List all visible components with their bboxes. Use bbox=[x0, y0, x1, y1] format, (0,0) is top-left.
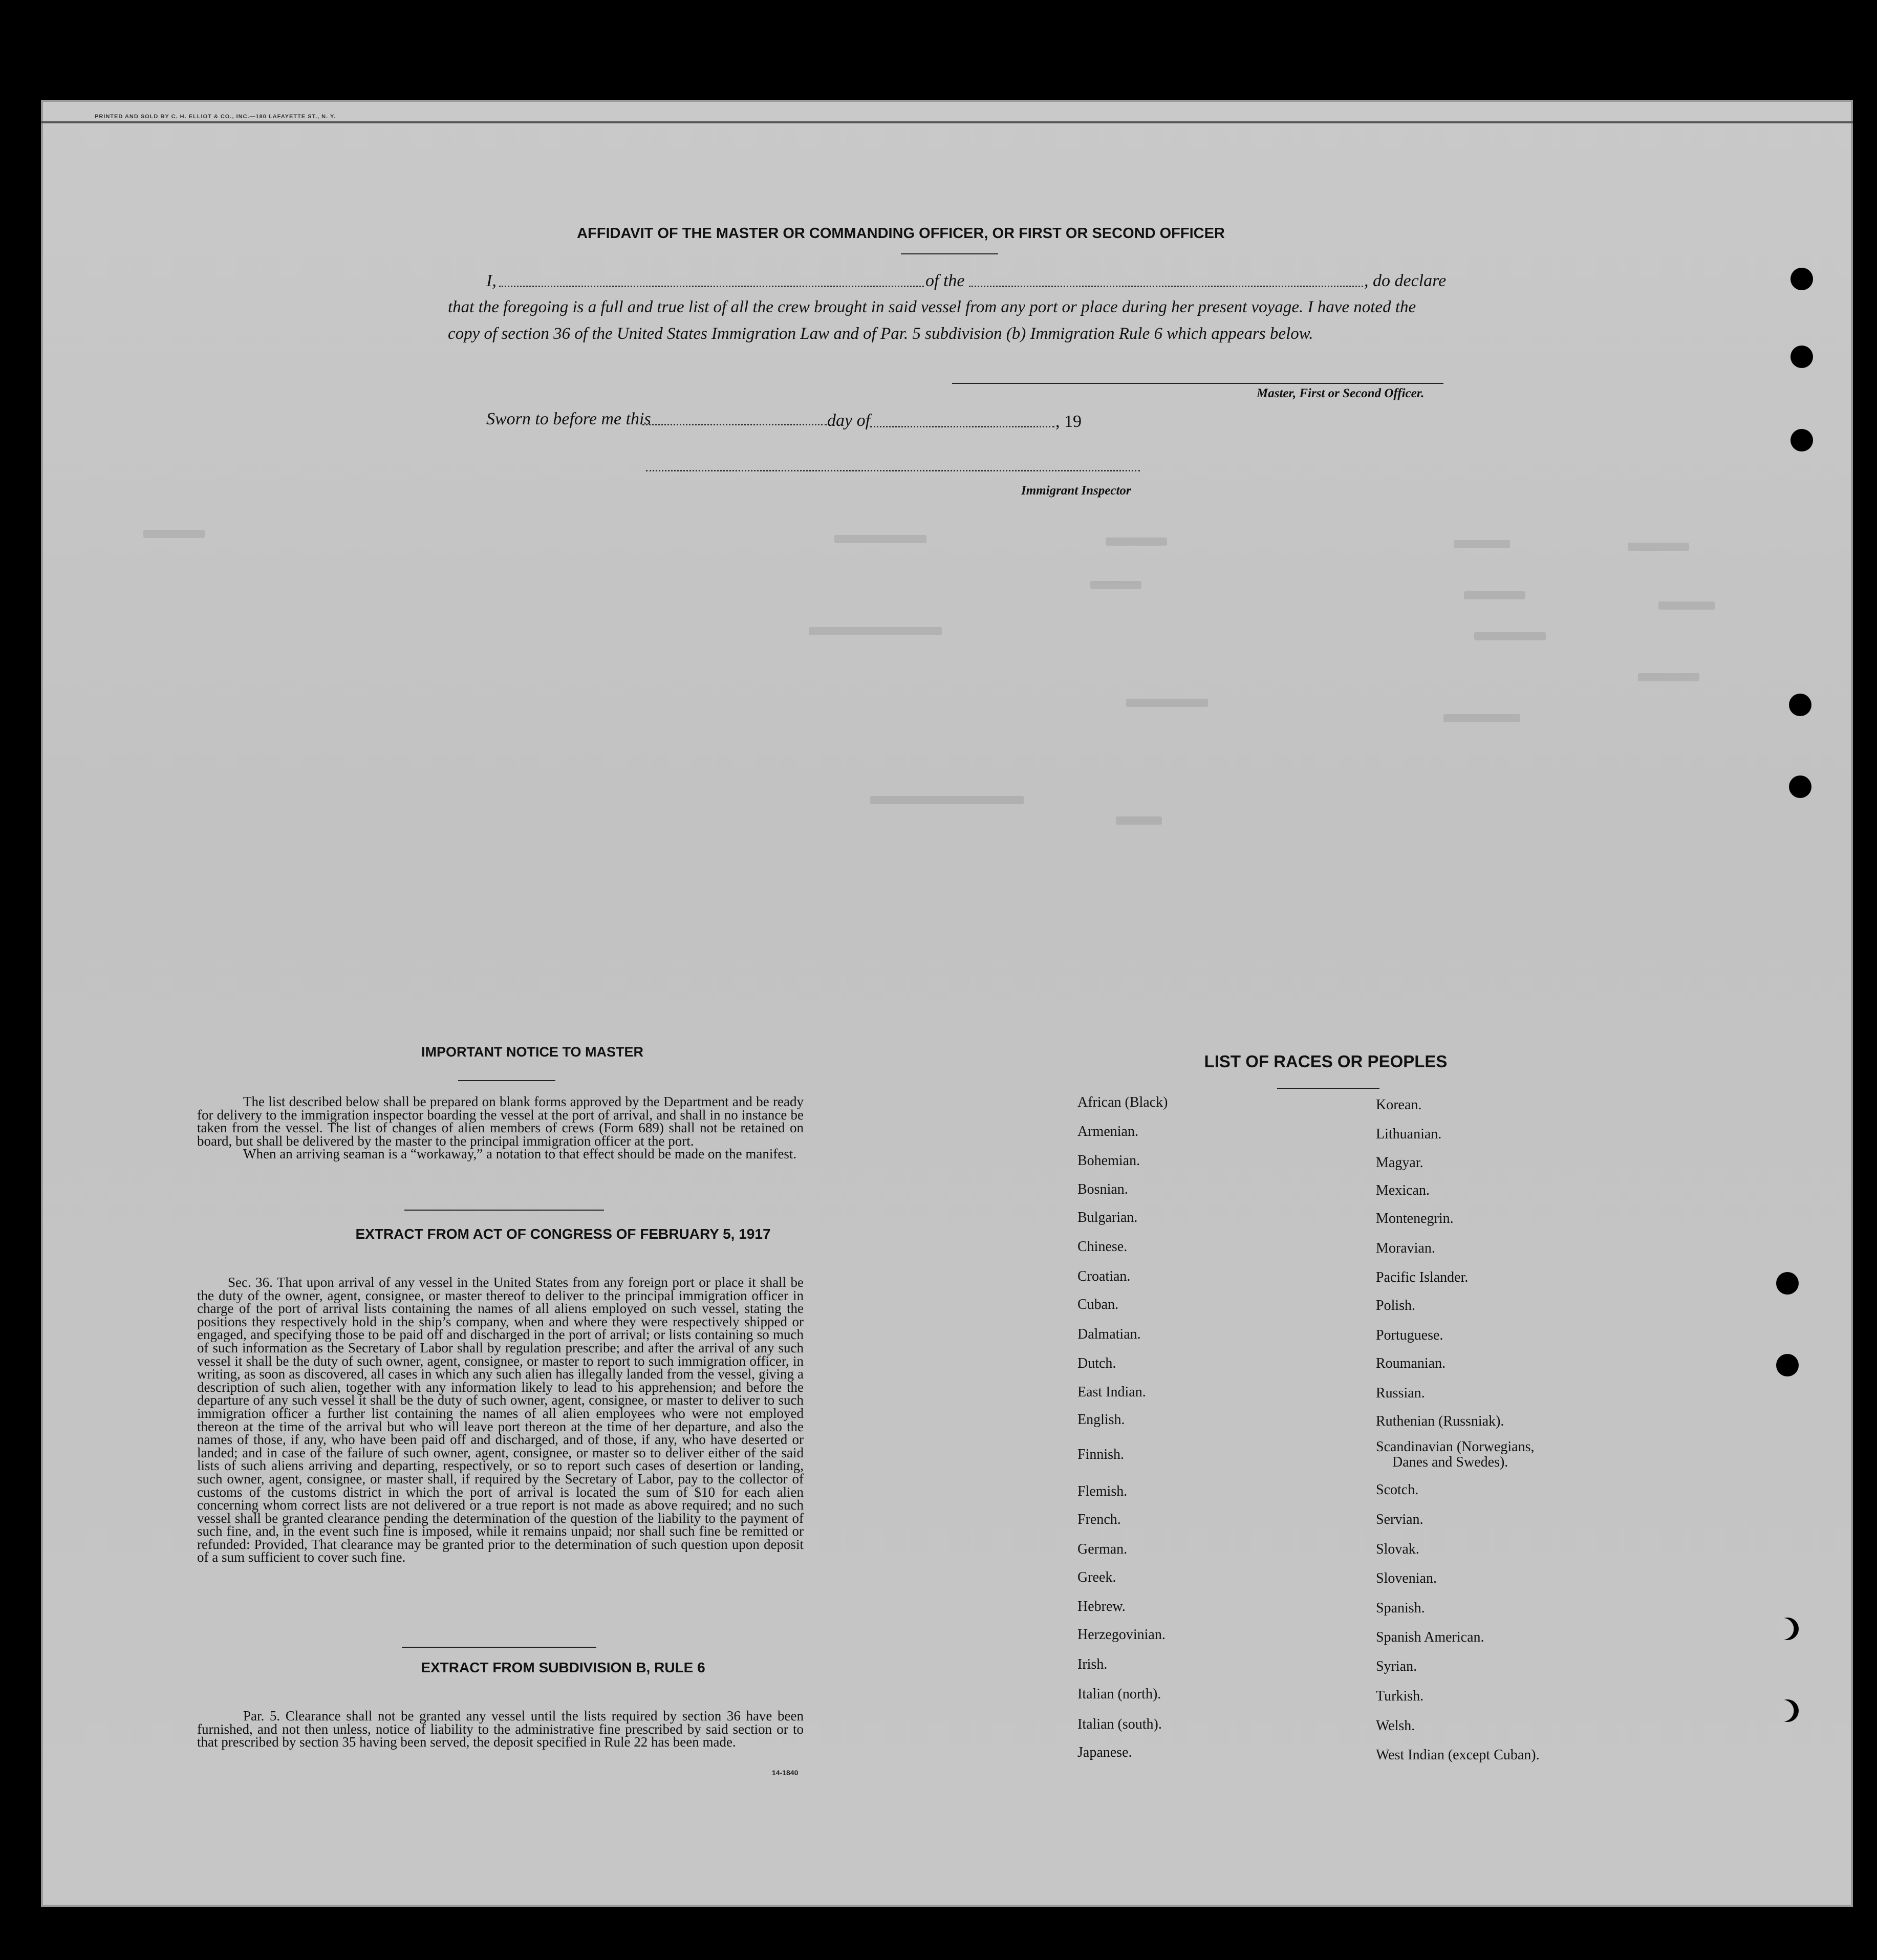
race-item: Spanish American. bbox=[1376, 1629, 1484, 1645]
affidavit-i-label: I, bbox=[486, 271, 497, 290]
name-blank[interactable] bbox=[499, 286, 924, 287]
signature-label: Master, First or Second Officer. bbox=[1257, 386, 1425, 400]
race-item: Dutch. bbox=[1077, 1355, 1116, 1371]
sworn-month-blank[interactable] bbox=[870, 426, 1054, 427]
race-item: French. bbox=[1077, 1512, 1121, 1527]
notice-text bbox=[197, 1095, 804, 1161]
manifest-sheet bbox=[41, 100, 1853, 1907]
race-item: Korean. bbox=[1376, 1097, 1422, 1113]
binder-hole bbox=[1776, 1618, 1799, 1640]
race-item: Moravian. bbox=[1376, 1240, 1435, 1256]
rule-6-text: Par. 5. Clearance shall not be granted any vessel until the lists required by section 36 have been furnished, and not then unless, notice of liability to the administrative fine prescribed by said section or to that prescribed by section 35 having been served, the deposit specified in Rule 22 has been made. bbox=[197, 1708, 804, 1750]
extract-rule-title: EXTRACT FROM SUBDIVISION B, RULE 6 bbox=[421, 1660, 705, 1675]
binder-hole bbox=[1776, 1354, 1799, 1376]
vessel-blank[interactable] bbox=[969, 286, 1363, 287]
race-item: Russian. bbox=[1376, 1385, 1425, 1401]
race-item: Polish. bbox=[1376, 1298, 1416, 1313]
divider bbox=[402, 1647, 596, 1648]
binder-hole bbox=[1776, 1699, 1799, 1722]
of-the-label: of the bbox=[925, 271, 965, 290]
race-item: Croatian. bbox=[1077, 1268, 1131, 1284]
do-declare-label: , do declare bbox=[1364, 271, 1447, 290]
affidavit-title: AFFIDAVIT OF THE MASTER OR COMMANDING OFFICER, OR FIRST OR SECOND OFFICER bbox=[577, 225, 1225, 242]
affidavit-body-line-1: that the foregoing is a full and true list of all the crew brought in said vessel from any port or place during her present voyage. I have noted the bbox=[448, 298, 1416, 316]
race-item: Bosnian. bbox=[1077, 1181, 1128, 1197]
signature-line bbox=[952, 383, 1443, 384]
race-item: Scotch. bbox=[1376, 1482, 1419, 1498]
race-item: Roumanian. bbox=[1376, 1355, 1446, 1371]
race-item: German. bbox=[1077, 1541, 1128, 1557]
race-item: Scandinavian (Norwegians, bbox=[1376, 1439, 1535, 1455]
notice-paragraph-2: When an arriving seaman is a “workaway,” a notation to that effect should be made on the manifest. bbox=[243, 1146, 797, 1162]
race-item: Servian. bbox=[1376, 1512, 1423, 1527]
extract-act-text bbox=[197, 1276, 804, 1564]
races-title: LIST OF RACES OR PEOPLES bbox=[1204, 1052, 1448, 1071]
race-item: Pacific Islander. bbox=[1376, 1269, 1469, 1285]
race-item: Montenegrin. bbox=[1376, 1211, 1454, 1226]
day-of-label: day of bbox=[827, 411, 871, 430]
race-item: Herzegovinian. bbox=[1077, 1627, 1166, 1643]
divider bbox=[458, 1080, 555, 1081]
race-item: Lithuanian. bbox=[1376, 1126, 1442, 1142]
race-item: Flemish. bbox=[1077, 1483, 1128, 1499]
section-36-text: Sec. 36. That upon arrival of any vessel in the United States from any foreign port or place it shall be the duty of the owner, agent, consignee, or master thereof to deliver to the principal immigration officer in charge of the port of arrival lists containing the names of all aliens employed on such vessel, stating the positions they respectively hold in the ship’s company, when and where they were respectively shipped or engaged, and specifying those to be paid off and discharged in the port of arrival; or lists containing so much of such information as the Secretary of Labor shall by regulation prescribe; and after the arrival of any such vessel it shall be the duty of such owner, agent, consignee, or master to report to such immigration officer, in writing, as soon as discovered, all cases in which any such alien has illegally landed from the vessel, giving a description of such alien, together with any information likely to lead to his apprehension; and before the departure of any such vessel it shall be the duty of such owner, agent, consignee, or master to deliver to such immigration officer a further list containing the names of all alien employees who were not employed thereon at the time of the arrival but who will leave port thereon at the time of her departure, and also the names of those, if any, who have been paid off and discharged, and of those, if any, who have deserted or landed; and in case of the failure of such owner, agent, consignee, or master so to deliver either of the said lists of such aliens arriving and departing, respectively, or so to report such cases of desertion or landing, such owner, agent, consignee, or master shall, if required by the Secretary of Labor, pay to the collector of customs of the customs district in which the port of arrival is located the sum of $10 for each alien concerning whom correct lists are not delivered or a true report is not made as above required; and no such vessel shall be granted clearance pending the determination of the question of the liability to the payment of such fine, and, in the event such fine is imposed, while it remains unpaid; nor shall such fine be remitted or refunded: Provided, That clearance may be granted prior to the determination of such question upon deposit of a sum sufficient to cover such fine. bbox=[197, 1275, 804, 1565]
binder-hole bbox=[1790, 268, 1813, 290]
divider bbox=[1277, 1088, 1379, 1089]
divider bbox=[901, 253, 998, 254]
race-item: West Indian (except Cuban). bbox=[1376, 1747, 1540, 1763]
race-item: Bulgarian. bbox=[1077, 1210, 1138, 1225]
notice-paragraph-1: The list described below shall be prepared on blank forms approved by the Department and be ready for delivery to the immigration inspector boarding the vessel at the port of arrival, and shall in no instance be taken from the vessel. The list of changes of alien members of crews (Form 689) shall not be retained on board, but shall be delivered by the master to the principal immigration officer at the port. bbox=[197, 1094, 804, 1149]
race-item: African (Black) bbox=[1077, 1094, 1168, 1110]
race-item: Portuguese. bbox=[1376, 1327, 1443, 1343]
race-item: Japanese. bbox=[1077, 1744, 1132, 1760]
race-item: Cuban. bbox=[1077, 1297, 1119, 1312]
sheet-fold-line bbox=[41, 121, 1853, 123]
year-label: , 19 bbox=[1055, 412, 1082, 431]
race-item: Danes and Swedes). bbox=[1392, 1454, 1508, 1470]
affidavit-body-line-2: copy of section 36 of the United States Immigration Law and of Par. 5 subdivision (b) Immigration Rule 6 which appears below. bbox=[448, 325, 1313, 343]
race-item: Welsh. bbox=[1376, 1718, 1415, 1734]
divider bbox=[404, 1210, 604, 1211]
sworn-day-blank[interactable] bbox=[642, 424, 827, 425]
race-item: Hebrew. bbox=[1077, 1599, 1126, 1614]
race-item: East Indian. bbox=[1077, 1384, 1146, 1400]
race-item: Dalmatian. bbox=[1077, 1326, 1141, 1342]
race-item: Italian (south). bbox=[1077, 1716, 1162, 1732]
race-item: Finnish. bbox=[1077, 1447, 1125, 1462]
race-item: Armenian. bbox=[1077, 1124, 1138, 1139]
race-item: Greek. bbox=[1077, 1569, 1116, 1585]
binder-hole bbox=[1790, 346, 1813, 368]
race-item: Slovenian. bbox=[1376, 1570, 1437, 1586]
race-item: Spanish. bbox=[1376, 1600, 1425, 1616]
notice-title: IMPORTANT NOTICE TO MASTER bbox=[421, 1044, 643, 1060]
inspector-label: Immigrant Inspector bbox=[1021, 484, 1131, 498]
race-item: Chinese. bbox=[1077, 1239, 1128, 1255]
race-item: Syrian. bbox=[1376, 1659, 1417, 1674]
race-item: English. bbox=[1077, 1412, 1125, 1428]
extract-act-title: EXTRACT FROM ACT OF CONGRESS OF FEBRUARY 5, 1917 bbox=[355, 1226, 771, 1242]
binder-hole bbox=[1789, 694, 1811, 716]
race-item: Turkish. bbox=[1376, 1688, 1424, 1704]
binder-hole bbox=[1790, 429, 1813, 451]
inspector-signature-blank[interactable] bbox=[646, 470, 1140, 471]
sworn-label: Sworn to before me this bbox=[486, 410, 651, 428]
race-item: Italian (north). bbox=[1077, 1686, 1161, 1702]
form-number: 14-1840 bbox=[772, 1769, 799, 1777]
binder-hole bbox=[1776, 1272, 1799, 1295]
race-item: Magyar. bbox=[1376, 1155, 1423, 1171]
printer-imprint: PRINTED AND SOLD BY C. H. ELLIOT & CO., INC.—180 LAFAYETTE ST., N. Y. bbox=[95, 114, 336, 120]
race-item: Mexican. bbox=[1376, 1182, 1430, 1198]
extract-rule-text bbox=[197, 1710, 804, 1749]
race-item: Irish. bbox=[1077, 1656, 1108, 1672]
binder-hole bbox=[1789, 776, 1811, 798]
race-item: Ruthenian (Russniak). bbox=[1376, 1413, 1504, 1429]
race-item: Slovak. bbox=[1376, 1541, 1419, 1557]
race-item: Bohemian. bbox=[1077, 1153, 1140, 1169]
